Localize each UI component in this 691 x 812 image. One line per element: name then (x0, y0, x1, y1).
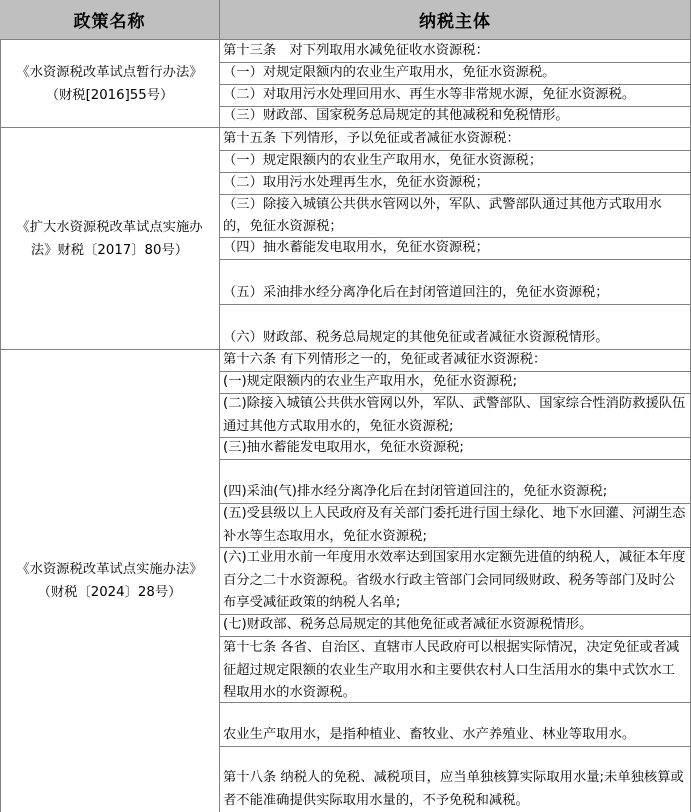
policy-name-2024 (0, 350, 220, 812)
table-row (220, 548, 691, 615)
table-row (220, 40, 691, 63)
policy-name-2016-line1: 《水资源税改革试点暂行办法》 (16, 64, 203, 80)
table-row (220, 747, 691, 812)
table-row (220, 107, 691, 128)
row-text: （五）采油排水经分离净化后在封闭管道回注的，免征水资源税； (223, 284, 609, 300)
table-row (220, 195, 691, 238)
row-text: （二）取用污水处理再生水，免征水资源税； (223, 174, 489, 190)
table-row (220, 128, 691, 151)
table-row (220, 394, 691, 438)
row-text: (四)采油(气)排水经分离净化后在封闭管道回注的，免征水资源税; (223, 483, 608, 499)
table-row (220, 63, 691, 85)
table-row (220, 173, 691, 195)
row-text: （一）对规定限额内的农业生产取用水，免征水资源税。 (223, 64, 556, 80)
row-text: （六）财政部、税务总局规定的其他免征或者减征水资源税情形。 (223, 329, 609, 345)
policy-name-2024-line2: （财税〔2024〕28号） (37, 585, 182, 600)
table-row (220, 504, 691, 548)
table-row (220, 438, 691, 460)
row-text: (六)工业用水前一年度用水效率达到国家用水定额先进值的纳税人，减征本年度百分之二十水资源税。省级水行政主管部门会同同级财政、税务等部门及时公布享受减征政策的纳税人名单; (223, 550, 686, 611)
table-row (220, 350, 691, 372)
row-text: 第十六条 有下列情形之一的，免征或者减征水资源税： (223, 351, 547, 367)
table-row (220, 260, 691, 305)
policy-name-2017-line1: 《扩大水资源税改革试点实施办 (16, 219, 203, 235)
table-row (220, 238, 691, 260)
row-text: 第十七条 各省、自治区、直辖市人民政府可以根据实际情况，决定免征或者减征超过规定限额的农业生产取用水和主要供农村人口生活用水的集中式饮水工程取用水的水资源税。 (223, 640, 680, 700)
row-text: (一)规定限额内的农业生产取用水，免征水资源税; (223, 373, 518, 389)
row-text: 第十五条 下列情形，予以免征或者减征水资源税： (223, 130, 520, 146)
row-text: (二)除接入城镇公共供水管网以外，军队、武警部队、国家综合性消防救援队伍通过其他方式取用水的，免征水资源税; (223, 396, 686, 434)
table-row (220, 151, 691, 173)
row-text: 农业生产取用水，是指种植业、畜牧业、水产养殖业、林业等取用水。 (223, 726, 636, 742)
row-text: 第十三条 对下列取用水减免征收水资源税： (223, 42, 489, 58)
policy-name-2016-line2: （财税[2016]55号） (45, 87, 174, 103)
row-text: （二）对取用污水处理回用水、再生水等非常规水源，免征水资源税。 (223, 86, 636, 102)
table-row (220, 372, 691, 394)
row-text: （三）财政部、国家税务总局规定的其他减税和免税情形。 (223, 107, 569, 123)
table-row (220, 637, 691, 703)
policy-name-2017-line2: 法》财税〔2017〕80号） (30, 242, 189, 258)
table-row (220, 460, 691, 504)
header-policy-name: 政策名称 (0, 0, 220, 40)
row-text: (五)受县级以上人民政府及有关部门委托进行国土绿化、地下水回灌、河湖生态补水等生态取用水，免征水资源税; (223, 506, 686, 544)
table-row (220, 615, 691, 637)
row-text: （三）除接入城镇公共供水管网以外，军队、武警部队通过其他方式取用水的，免征水资源税； (223, 196, 662, 234)
row-text: 第十八条 纳税人的免税、减税项目，应当单独核算实际取用水量;未单独核算或者不能准确提供实际取用水量的，不予免税和减税。 (223, 770, 684, 808)
policy-name-2016 (0, 40, 220, 128)
row-text: （四）抽水蓄能发电取用水，免征水资源税； (223, 239, 489, 255)
policy-name-2017 (0, 128, 220, 350)
table-row (220, 305, 691, 350)
header-taxpayer: 纳税主体 (220, 0, 691, 40)
row-text: (三)抽水蓄能发电取用水，免征水资源税; (223, 439, 464, 455)
row-text: (七)财政部、税务总局规定的其他免征或者减征水资源税情形。 (223, 616, 593, 632)
table-row (220, 703, 691, 747)
policy-name-2024-line1: 《水资源税改革试点实施办法》 (16, 562, 203, 577)
row-text: （一）规定限额内的农业生产取用水，免征水资源税； (223, 152, 543, 168)
